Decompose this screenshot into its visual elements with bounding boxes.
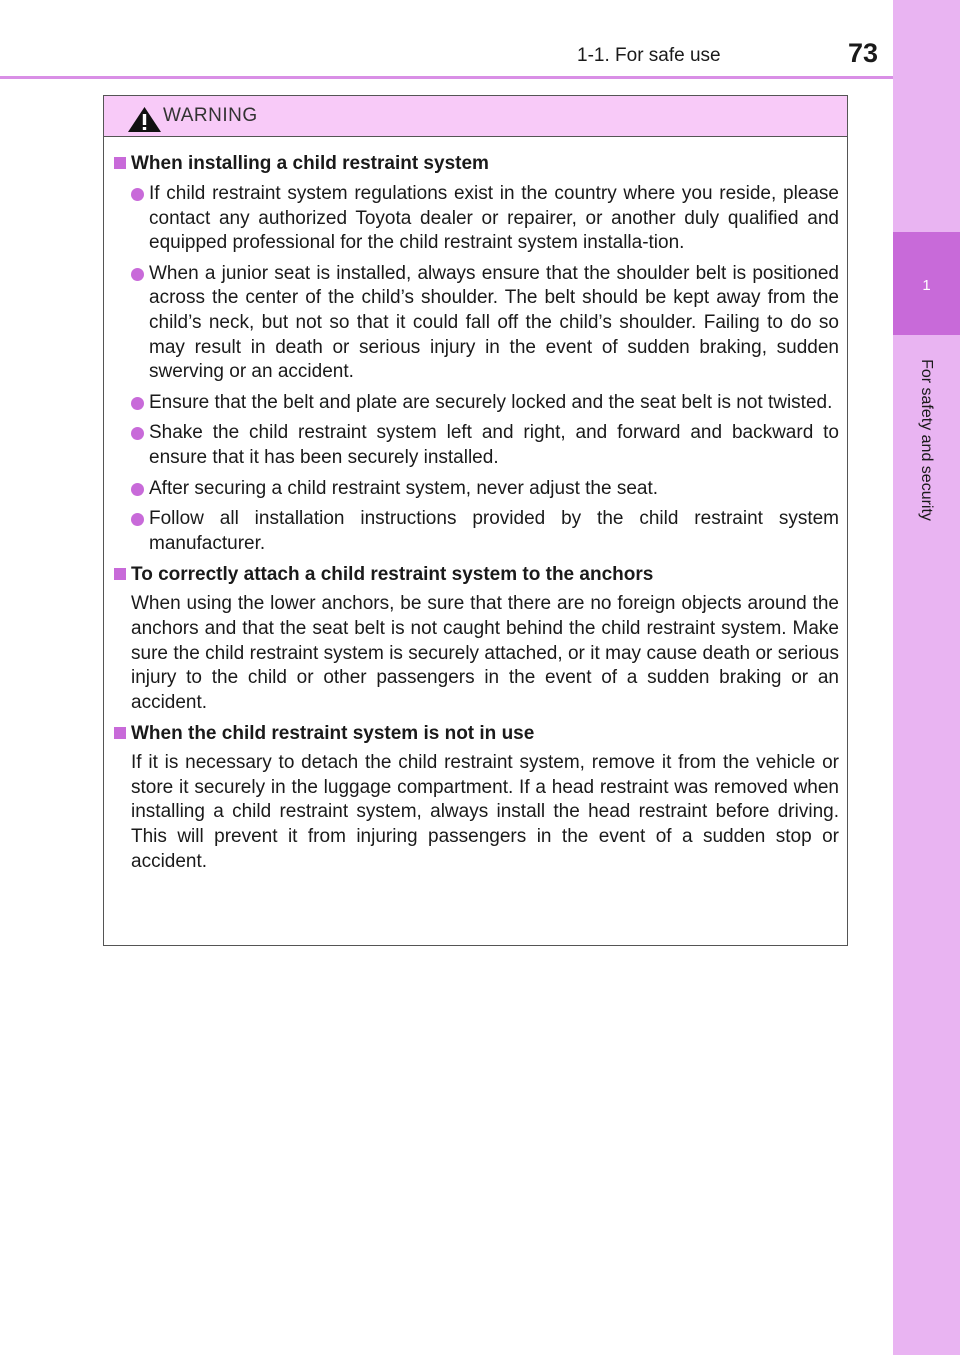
warning-triangle-icon: [127, 106, 162, 133]
square-bullet-icon: [114, 568, 126, 580]
section-installing: [114, 151, 839, 556]
list-item-text: Ensure that the belt and plate are securely locked and the seat belt is not twisted.: [149, 391, 833, 413]
warning-box: [103, 95, 848, 946]
circle-bullet-icon: [131, 188, 144, 201]
section-heading: [114, 151, 839, 176]
circle-bullet-icon: [131, 483, 144, 496]
circle-bullet-icon: [131, 427, 144, 440]
section-heading-text: To correctly attach a child restraint system to the anchors: [131, 564, 654, 586]
section-paragraph: When using the lower anchors, be sure that there are no foreign objects around the anchors and that the seat belt is not caught behind the child restraint system. Make sure the child restraint system is securely attached, or it may cause death or serious injury to the child or other passengers in the event of a sudden braking or an accident.: [131, 593, 839, 713]
section-not-in-use: [114, 721, 839, 874]
section-heading-text: When installing a child restraint system: [131, 153, 489, 174]
chapter-title: For safety and security: [918, 359, 935, 521]
list-item: [114, 262, 839, 385]
page-number: 73: [848, 38, 879, 68]
section-paragraph: If it is necessary to detach the child restraint system, remove it from the vehicle or store it securely in the luggage compartment. If a head restraint was removed when installing a child restraint system, always install the head restraint before driving. This will prevent it from injuring passengers in the event of a sudden stop or accident.: [131, 752, 839, 872]
list-item: [114, 507, 839, 556]
list-item: [114, 421, 839, 470]
header-rule: [0, 76, 893, 79]
section-heading: [114, 562, 839, 587]
chapter-number: 1: [922, 277, 931, 294]
side-tab: [893, 0, 960, 1355]
section-heading-text: When the child restraint system is not in use: [131, 723, 535, 745]
list-item-text: When a junior seat is installed, always ensure that the shoulder belt is positioned across the center of the child’s shoulder. The belt should be kept away from the child’s neck, but not so that it could fall off the child’s shoulder. Failing to do so may result in death or serious injury in the event of sudden braking, sudden swerving or an accident.: [149, 262, 839, 383]
list-item-text: Follow all installation instructions provided by the child restraint system manufacturer.: [149, 508, 839, 554]
list-item-text: Shake the child restraint system left and right, and forward and backward to ensure that it has been securely installed.: [149, 422, 839, 468]
square-bullet-icon: [114, 727, 126, 739]
circle-bullet-icon: [131, 397, 144, 410]
section-anchors: [114, 562, 839, 715]
section-heading: [114, 721, 839, 746]
section-title: 1-1. For safe use: [577, 45, 721, 66]
warning-title: WARNING: [163, 105, 258, 126]
list-item-text: If child restraint system regulations exist in the country where you reside, please contact any authorized Toyota dealer or repairer, or another duly qualified and equipped professional for the child restraint system installa-tion.: [149, 183, 839, 254]
square-bullet-icon: [114, 157, 126, 169]
list-item: [114, 182, 839, 256]
circle-bullet-icon: [131, 268, 144, 281]
warning-body: [104, 137, 847, 874]
warning-header: [104, 96, 847, 137]
list-item-text: After securing a child restraint system, never adjust the seat.: [149, 477, 659, 499]
list-item: [114, 477, 839, 502]
circle-bullet-icon: [131, 513, 144, 526]
list-item: [114, 391, 839, 416]
